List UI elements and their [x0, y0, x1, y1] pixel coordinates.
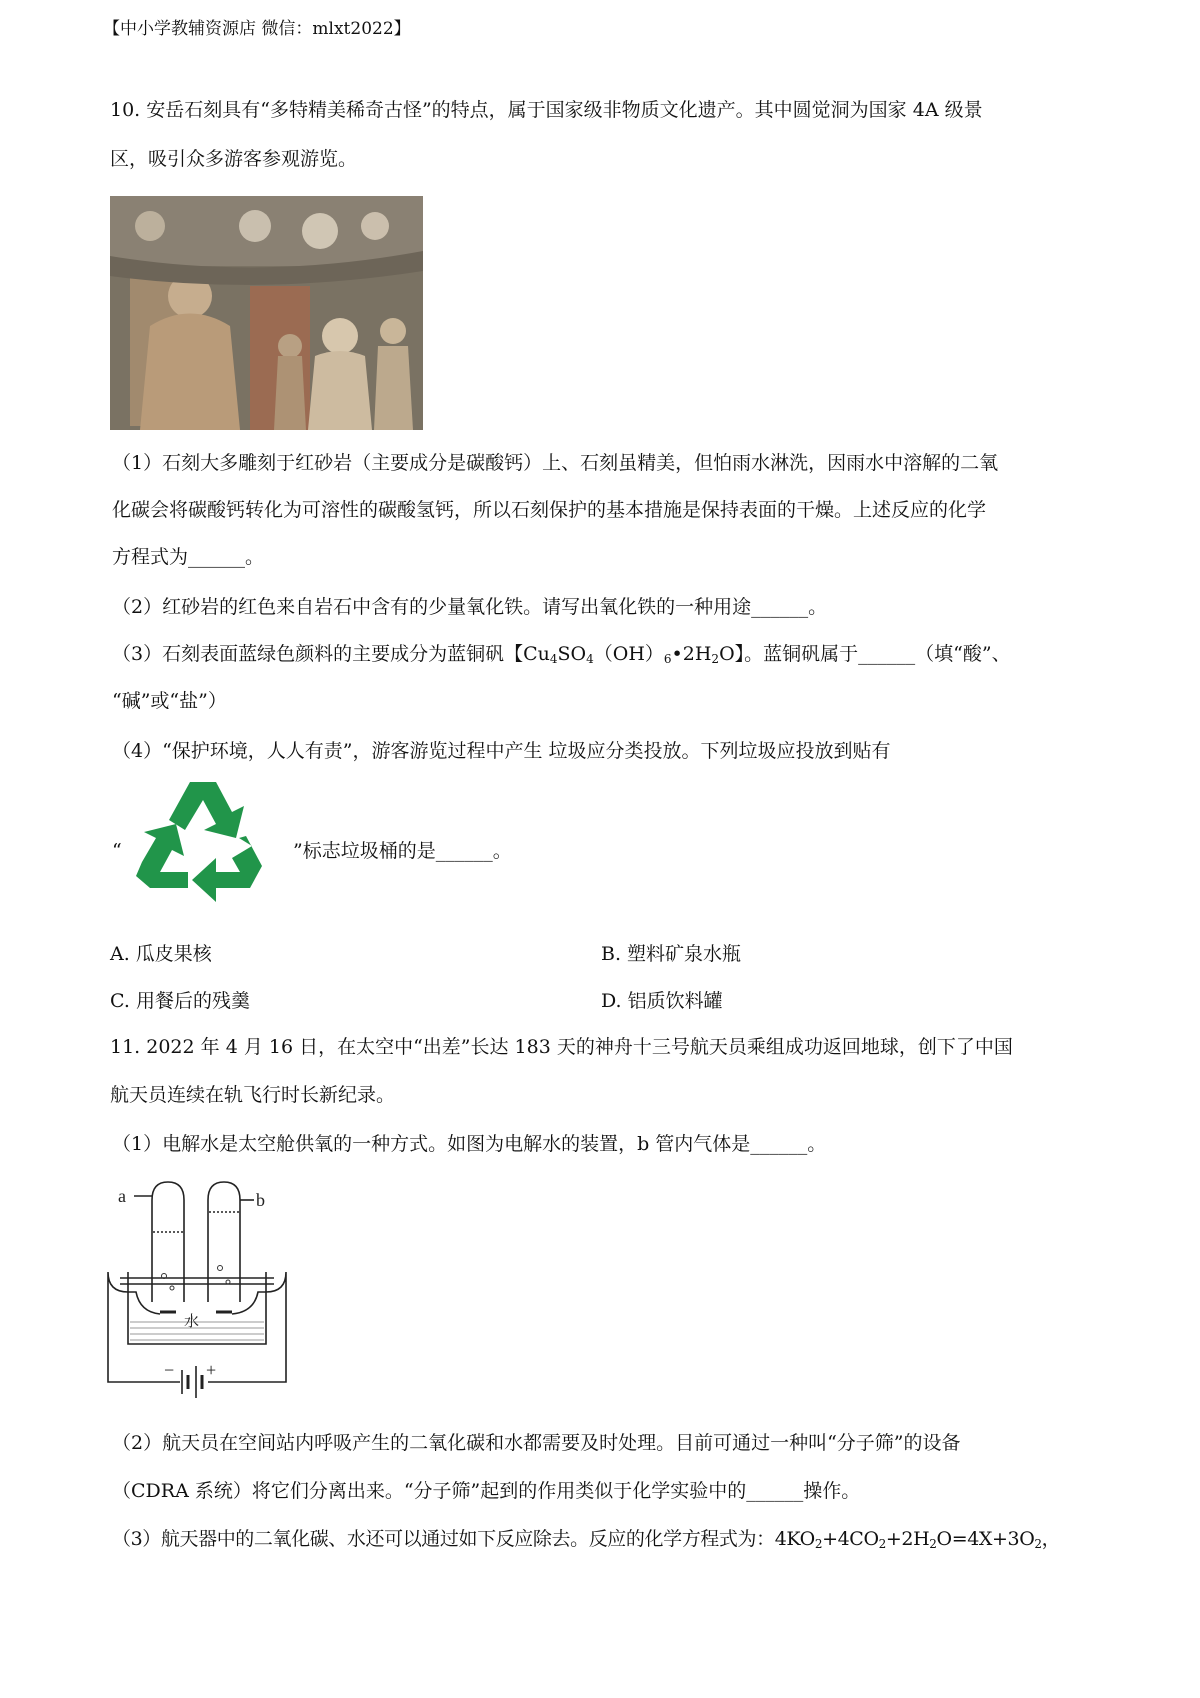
- q10-part2: （2）红砂岩的红色来自岩石中含有的少量氧化铁。请写出氧化铁的一种用途______。: [112, 596, 828, 618]
- label-minus: −: [164, 1360, 175, 1380]
- q11-stem-line2: 航天员连续在轨飞行时长新纪录。: [110, 1084, 396, 1106]
- recycle-icon: [132, 776, 274, 906]
- q11-part2-line1: （2）航天员在空间站内呼吸产生的二氧化碳和水都需要及时处理。目前可通过一种叫“分子筛”的设备: [112, 1432, 961, 1454]
- quote-open: “: [112, 840, 122, 862]
- label-plus: +: [206, 1360, 217, 1380]
- q10-part4-line1: （4）“保护环境，人人有责”，游客游览过程中产生 垃圾应分类投放。下列垃圾应投放到贴有: [112, 740, 891, 762]
- q11-part1: （1）电解水是太空舱供氧的一种方式。如图为电解水的装置，b 管内气体是______。: [112, 1133, 827, 1155]
- q11-stem-line1: 11. 2022 年 4 月 16 日，在太空中“出差”长达 183 天的神舟十三号航天员乘组成功返回地球，创下了中国: [110, 1036, 1013, 1058]
- option-b: B. 塑料矿泉水瓶: [601, 943, 742, 965]
- q10-part1-line1: （1）石刻大多雕刻于红砂岩（主要成分是碳酸钙）上、石刻虽精美，但怕雨水淋洗，因雨水中溶解的二氧: [112, 452, 999, 474]
- q11-part2-line2: （CDRA 系统）将它们分离出来。“分子筛”起到的作用类似于化学实验中的______操作。: [112, 1480, 861, 1502]
- label-b: b: [256, 1190, 265, 1210]
- q10-stem-line1: 10. 安岳石刻具有“多特精美稀奇古怪”的特点，属于国家级非物质文化遗产。其中圆觉洞为国家 4A 级景: [110, 99, 983, 121]
- q10-part3-line1: （3）石刻表面蓝绿色颜料的主要成分为蓝铜矾【$Cu_4SO_4(OH)_6•2H_2O$】。蓝铜矾属于______（填“酸”、: [112, 643, 1011, 666]
- q10-part1-line3: 方程式为______。: [112, 546, 265, 568]
- q10-stem-line2: 区，吸引众多游客参观游览。: [110, 148, 358, 170]
- label-water: 水: [184, 1312, 200, 1330]
- q11-part3-line1: （3）航天器中的二氧化碳、水还可以通过如下反应除去。反应的化学方程式为：$4KO_2+4CO_2+2H_2O=4X+3O_2$，: [112, 1528, 1061, 1551]
- stone-carving-photo: [110, 196, 423, 430]
- option-c: C. 用餐后的残羹: [110, 990, 250, 1012]
- watermark-header: 【中小学教辅资源店 微信：mlxt2022】: [103, 19, 411, 39]
- option-a: A. 瓜皮果核: [110, 943, 212, 965]
- q10-part1-line2: 化碳会将碳酸钙转化为可溶性的碳酸氢钙，所以石刻保护的基本措施是保持表面的干燥。上述反应的化学: [112, 499, 987, 521]
- label-a: a: [118, 1186, 126, 1206]
- q10-part3-line2: “碱”或“盐”）: [112, 690, 227, 712]
- option-d: D. 铝质饮料罐: [601, 990, 723, 1012]
- stone-carving-image: [110, 196, 423, 430]
- electrolysis-diagram: [100, 1172, 300, 1404]
- q10-part4-line2: ”标志垃圾桶的是______。: [293, 840, 512, 862]
